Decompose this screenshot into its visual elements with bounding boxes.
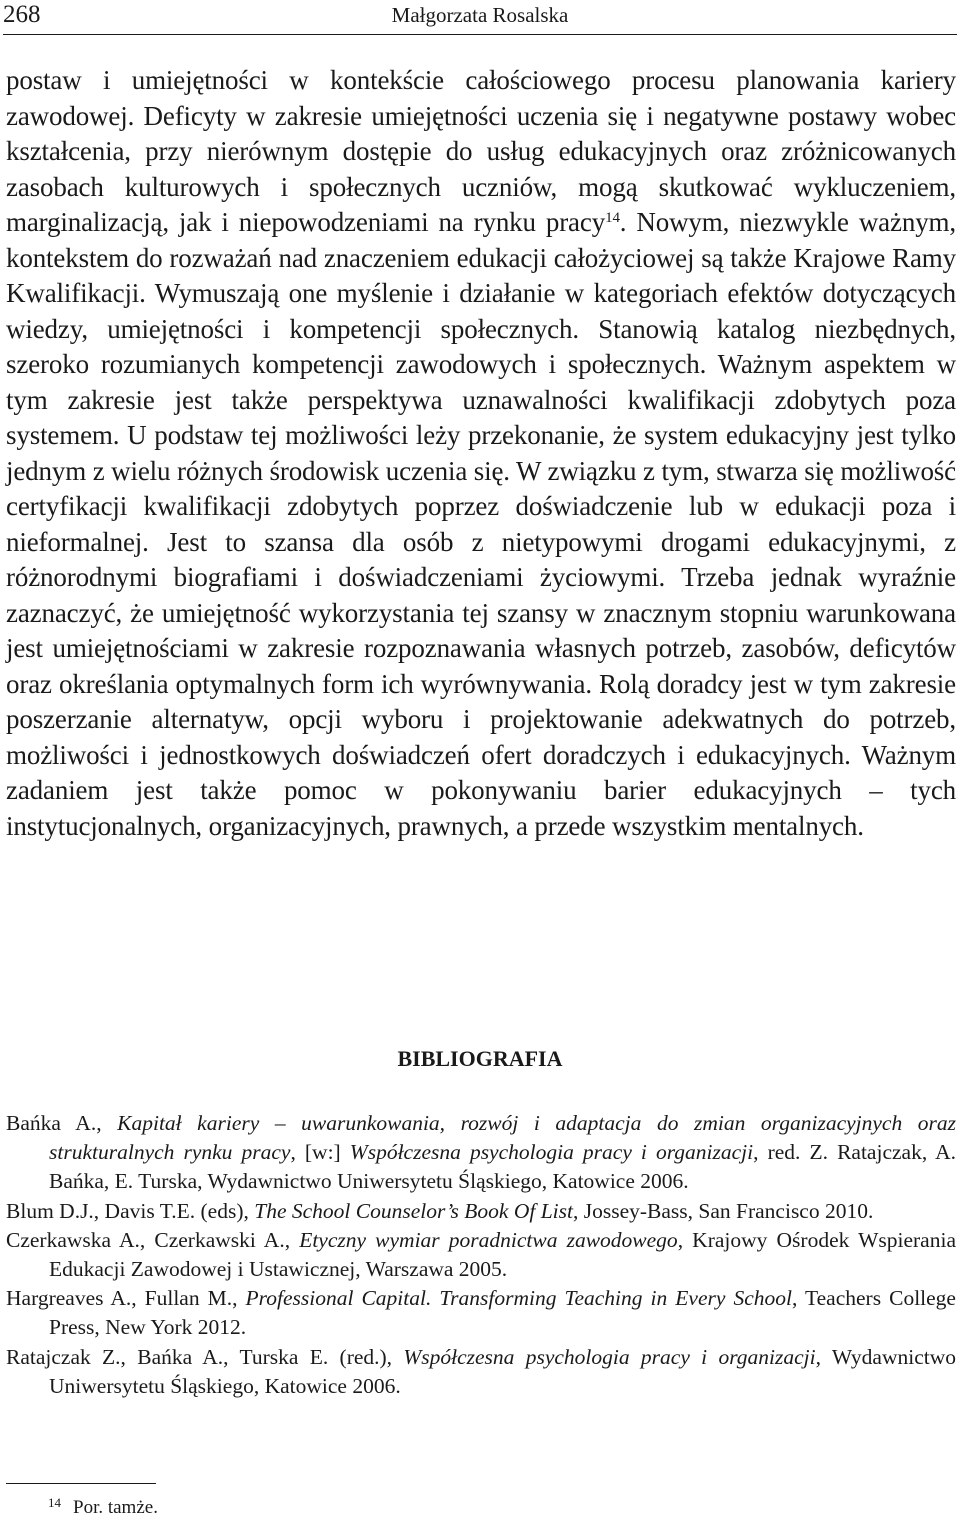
bib-title: Professional Capital. Transforming Teaching in Every School <box>245 1286 792 1311</box>
bibliography-entry <box>6 1109 956 1197</box>
bibliography-entry <box>6 1343 956 1401</box>
bib-publisher: , red. Z. Ratajczak, A. Bańka, E. Turska, Wydawnictwo Uniwersytetu Śląskiego, Katowice 2006. <box>49 1140 956 1194</box>
body-text-part-1: postaw i umiejętności w kontekście całościowego procesu planowania kariery zawodowej. Deficyty w zakresie umiejętności uczenia się i negatywne postawy wobec kształcenia, przy nierównym dostępie do usług edukacyjnych oraz zróżnicowanych zasobach kulturowych i społecznych uczniów, mogą skutkować wykluczeniem, marginalizacją, jak i niepowodzeniami na rynku pracy <box>6 65 956 237</box>
page-number: 268 <box>3 1 41 28</box>
bib-title: Kapitał kariery – uwarunkowania, rozwój i adaptacja do zmian organizacyjnych oraz strukturalnych rynku pracy <box>49 1111 956 1165</box>
bibliography-entry <box>6 1197 956 1226</box>
bib-title: Współczesna psychologia pracy i organizacji <box>403 1344 816 1369</box>
bib-publisher: , Krajowy Ośrodek Wspierania Edukacji Zawodowej i Ustawicznej, Warszawa 2005. <box>49 1227 956 1282</box>
footnote-text: Por. tamże. <box>73 1497 158 1518</box>
bib-authors: Bańka A., <box>6 1111 118 1135</box>
body-text-part-2: . Nowym, niezwykle ważnym, kontekstem do rozważań nad znaczeniem edukacji całożyciowej są także Krajowe Ramy Kwalifikacji. Wymuszają one myślenie i działanie w kategoriach efektów dotyczących wiedzy, umiejętności i kompetencji społecznych. Stanowią katalog niezbędnych, szeroko rozumianych kompetencji zawodowych i społecznych. Ważnym aspektem w tym zakresie jest także perspektywa uznawalności kwalifikacji zdobytych poza systemem. U podstaw tej możliwości leży przekonanie, że system edukacyjny jest tylko jednym z wielu różnych środowisk uczenia się. W związku z tym, stwarza się możliwość certyfikacji kwalifikacji zdobytych poprzez doświadczenie lub w edukacji poza i nieformalnej. Jest to szansa dla osób z nietypowymi drogami edukacyjnymi, z różnorodnymi biografiami i doświadczeniami życiowymi. Trzeba jednak wyraźnie zaznaczyć, że umiejętność wykorzystania tej szansy w znacznym stopniu warunkowana jest umiejętnościami w zakresie rozpoznawania własnych potrzeb, zasobów, deficytów oraz określania optymalnych form ich wyrównywania. Rolą doradcy jest w tym zakresie poszerzanie alternatyw, opcji wyboru i projektowanie adekwatnych do potrzeb, możliwości i jednostkowych doświadczeń ofert doradczych i edukacyjnych. Ważnym zadaniem jest także pomoc w pokonywaniu barier edukacyjnych – tych instytucjonalnych, organizacyjnych, prawnych, a przede wszystkim mentalnych. <box>6 207 956 841</box>
bib-title: Etyczny wymiar poradnictwa zawodowego <box>299 1227 678 1252</box>
bib-authors: Czerkawska A., Czerkawski A., <box>6 1227 300 1252</box>
bib-publisher: , Jossey-Bass, San Francisco 2010. <box>572 1198 874 1223</box>
footnote <box>48 1492 158 1519</box>
running-head: Małgorzata Rosalska <box>391 3 569 27</box>
body-paragraph <box>6 63 956 844</box>
bib-authors: Ratajczak Z., Bańka A., Turska E. (red.), <box>6 1344 404 1369</box>
bibliography-entry <box>6 1284 956 1342</box>
bib-title: The School Counselor’s Book Of List <box>254 1198 573 1223</box>
bib-publisher: , Teachers College Press, New York 2012. <box>49 1286 956 1340</box>
bibliography-entry <box>6 1226 956 1284</box>
footnote-reference: 14 <box>605 210 620 226</box>
bibliography-list <box>6 1109 956 1401</box>
header-rule <box>3 34 957 35</box>
bib-in: , [w:] <box>290 1140 350 1165</box>
bib-authors: Hargreaves A., Fullan M., <box>6 1286 246 1311</box>
bibliography-title: BIBLIOGRAFIA <box>397 1046 563 1071</box>
footnote-rule <box>6 1483 156 1484</box>
page-header <box>0 0 960 34</box>
bib-publisher: , Wydawnictwo Uniwersytetu Śląskiego, Katowice 2006. <box>49 1344 957 1398</box>
bib-authors: Blum D.J., Davis T.E. (eds), <box>6 1198 255 1223</box>
footnote-number: 14 <box>48 1495 61 1510</box>
bib-book-title: Współczesna psychologia pracy i organizacji <box>349 1140 754 1165</box>
